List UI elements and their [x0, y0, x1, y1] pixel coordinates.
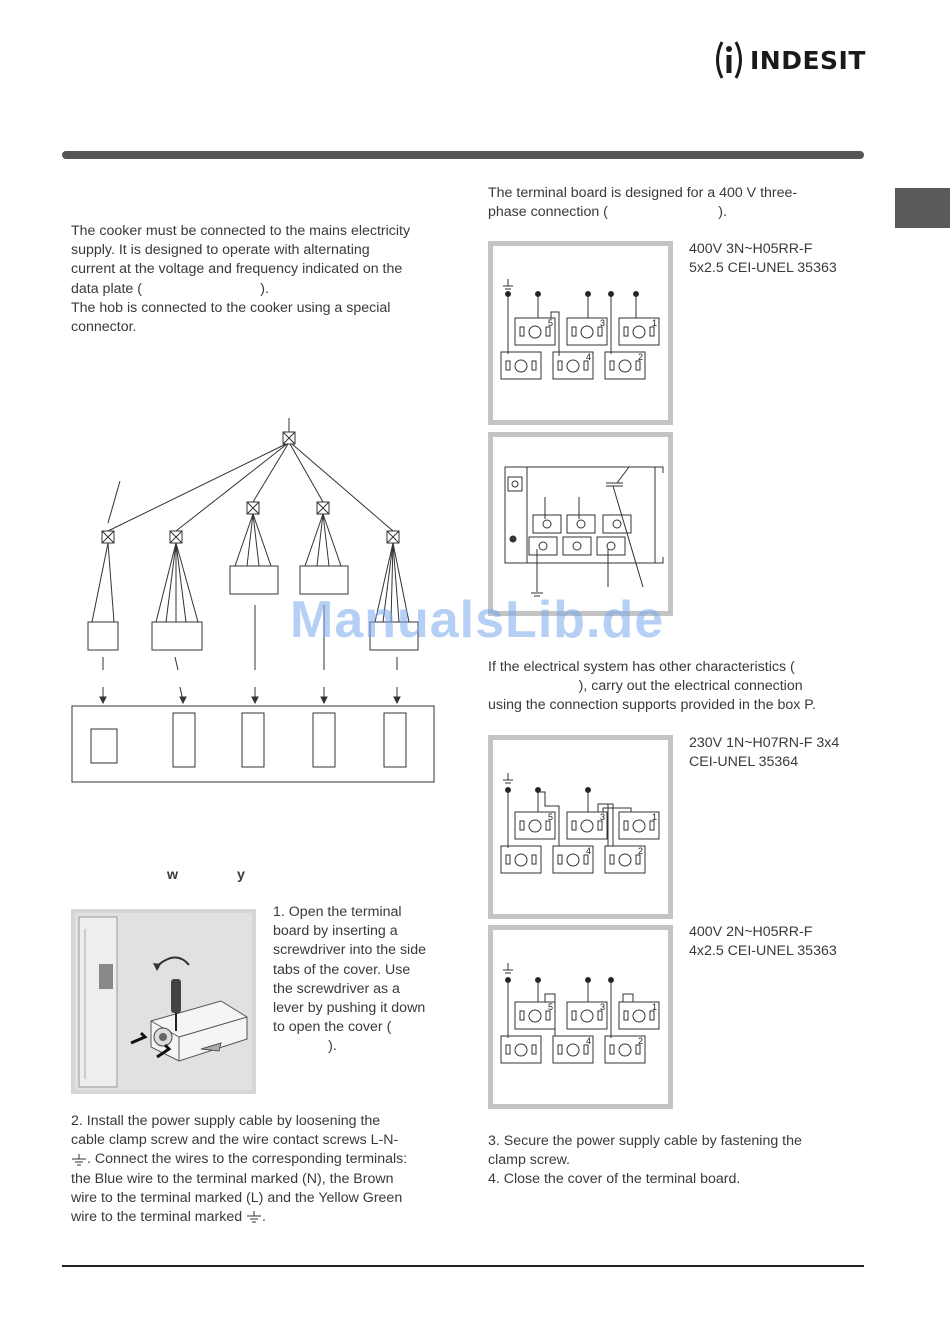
step-2-text: [71, 1112, 461, 1227]
terminal-box-view: [488, 432, 673, 616]
step-2-line: wire to the terminal marked .: [71, 1209, 266, 1226]
terminal-number: 1: [652, 318, 658, 328]
board-1-label: [689, 240, 837, 278]
other-characteristics-paragraph: [488, 658, 888, 716]
step-2-line: cable clamp screw and the wire contact screws L-N-: [71, 1132, 399, 1149]
right-intro-paragraph: [488, 184, 878, 222]
board-4-label-line: 400V 2N~H05RR-F: [689, 924, 813, 940]
terminal-number: 5: [548, 318, 554, 328]
step-1-line: ).: [273, 1038, 337, 1055]
terminal-number: 3: [600, 318, 606, 328]
terminal-board-wiring: [493, 740, 668, 914]
terminal-board-1n: [488, 735, 673, 919]
screwdriver-illustration: [71, 909, 256, 1094]
terminal-number: 1: [652, 812, 658, 822]
terminal-board-2n: [488, 925, 673, 1109]
step-2-line: 2. Install the power supply cable by loosening the: [71, 1113, 381, 1129]
right-intro-line: phase connection ( ).: [488, 204, 727, 221]
terminal-number: 2: [638, 352, 644, 362]
step-3-4-text: [488, 1132, 888, 1190]
intro-line: current at the voltage and frequency indicated on the: [71, 261, 403, 278]
terminal-board-wiring: [493, 930, 668, 1104]
text-fragment-w: w: [167, 867, 179, 883]
terminal-board-3n: [488, 241, 673, 425]
board-3-label-line: 230V 1N~H07RN-F 3x4: [689, 735, 840, 751]
indesit-logo-icon: [712, 38, 746, 82]
ground-symbol-icon: [246, 1211, 262, 1223]
intro-line: supply. It is designed to operate with alternating: [71, 242, 370, 259]
board-3-label: [689, 734, 839, 772]
text-fragment-y: y: [237, 867, 245, 883]
brand-logo: [712, 38, 866, 82]
terminal-number: 2: [638, 1036, 644, 1046]
terminal-number: 3: [600, 1002, 606, 1012]
ground-symbol-icon: [71, 1154, 87, 1166]
step-1-line: the screwdriver as a: [273, 980, 400, 997]
terminal-box-drawing: [493, 437, 668, 611]
step-1-text: [273, 903, 453, 1057]
ground-symbol-icon: [503, 963, 513, 973]
step-1-line: lever by pushing it down: [273, 1000, 426, 1017]
language-tab: [895, 188, 950, 228]
brand-name: INDESIT: [750, 45, 866, 75]
intro-line: data plate ( ).: [71, 280, 269, 297]
footer-rule: [62, 1265, 864, 1267]
terminal-number: 4: [586, 1036, 592, 1046]
step-1-line: tabs of the cover. Use: [273, 961, 411, 978]
step-line: 3. Secure the power supply cable by fastening the: [488, 1133, 802, 1149]
board-4-label-line: 4x2.5 CEI-UNEL 35363: [689, 943, 837, 960]
board-1-label-line: 400V 3N~H05RR-F: [689, 241, 813, 257]
step-line: clamp screw.: [488, 1152, 570, 1169]
step-1-line: screwdriver into the side: [273, 942, 426, 959]
right-intro-line: The terminal board is designed for a 400 V three-: [488, 185, 798, 201]
intro-paragraph: [71, 222, 461, 337]
header-rule: [62, 151, 864, 159]
terminal-number: 3: [600, 812, 606, 822]
other-line: ), carry out the electrical connection: [488, 678, 803, 695]
terminal-number: 4: [586, 352, 592, 362]
terminal-board-wiring: [493, 246, 668, 420]
step-2-line: wire to the terminal marked (L) and the Yellow Green: [71, 1189, 403, 1206]
ground-symbol-icon: [503, 279, 513, 289]
ground-symbol-icon: [503, 773, 513, 783]
step-1-line: to open the cover (: [273, 1019, 392, 1036]
terminal-number: 1: [652, 1002, 658, 1012]
board-4-label: [689, 923, 837, 961]
intro-line: The cooker must be connected to the mains electricity: [71, 223, 411, 239]
board-3-label-line: CEI-UNEL 35364: [689, 754, 799, 771]
intro-line: The hob is connected to the cooker using a special: [71, 299, 391, 316]
terminal-number: 5: [548, 1002, 554, 1012]
terminal-cover-illustration: [71, 909, 256, 1094]
other-line: If the electrical system has other characteristics (: [488, 659, 795, 675]
step-line: 4. Close the cover of the terminal board.: [488, 1171, 741, 1188]
step-1-line: board by inserting a: [273, 923, 398, 940]
other-line: using the connection supports provided in the box P.: [488, 697, 816, 714]
terminal-number: 4: [586, 846, 592, 856]
terminal-number: 2: [638, 846, 644, 856]
intro-line: connector.: [71, 319, 137, 336]
step-2-line: the Blue wire to the terminal marked (N), the Brown: [71, 1170, 394, 1187]
board-1-label-line: 5x2.5 CEI-UNEL 35363: [689, 260, 837, 277]
step-1-line: 1. Open the terminal: [273, 904, 402, 920]
step-2-line: . Connect the wires to the corresponding terminals:: [71, 1150, 461, 1169]
terminal-number: 5: [548, 812, 554, 822]
watermark: ManualsLib.de: [290, 591, 665, 649]
